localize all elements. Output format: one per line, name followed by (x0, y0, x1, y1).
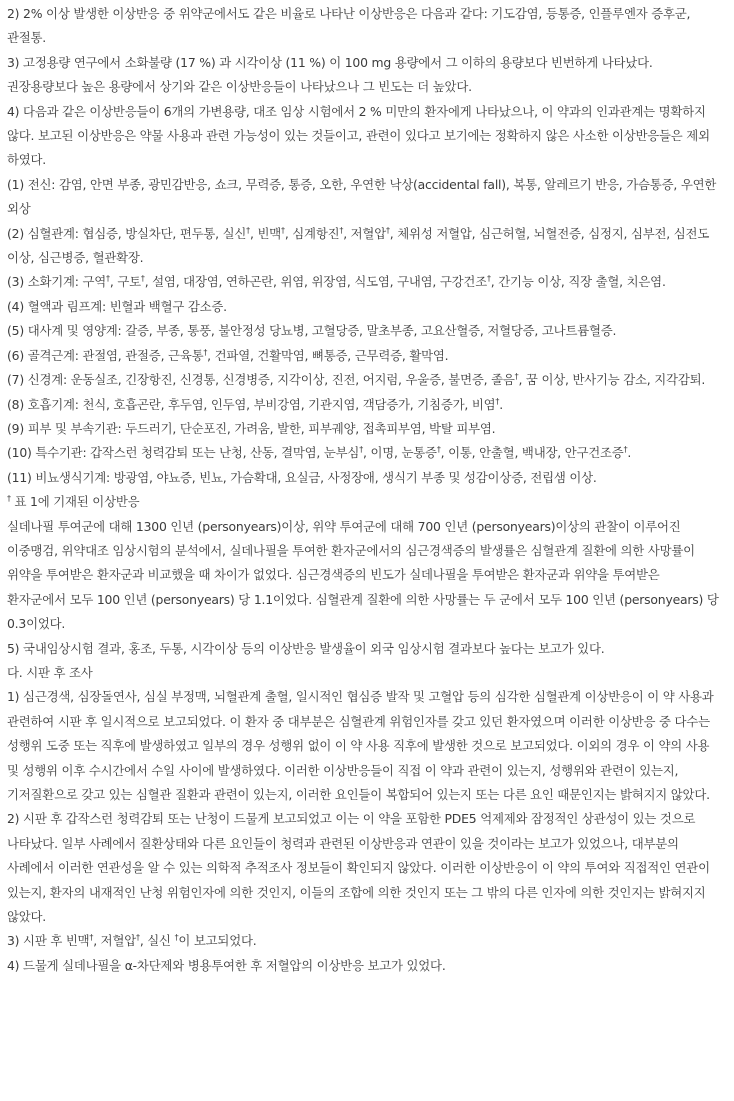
dagger-mark: † (136, 933, 140, 943)
text-segment: (10) 특수기관: 갑작스런 청력감퇴 또는 난청, 산동, 결막염, 눈부심 (7, 445, 360, 461)
text-segment: . (627, 445, 632, 461)
paragraph (7, 393, 720, 417)
paragraph: 2) 시판 후 갑작스런 청력감퇴 또는 난청이 드물게 보고되었고 이는 이 약을 포함한 PDE5 억제제와 잠정적인 상관성이 있는 것으로 나타났다. 일부 사례에서 질환상태와 다른 요인들이 청력과 관련된 이상반응과 연관이 있을 것이라는 보고가 있었으나, 대부분의 사례에서 이러한 연관성을 알 수 있는 의학적 추적조사 정보들이 확인되지 않았다. 이러한 이상반응이 이 약의 투여와 직접적인 연관이 있는지, 환자의 내재적인 난청 위험인자에 의한 것인지, 이들의 조합에 의한 것인지 또는 그 밖의 다른 인자에 의한 것인지는 밝혀지지 않았다. (7, 811, 710, 925)
paragraph: (1) 전신: 감염, 안면 부종, 광민감반응, 쇼크, 무력증, 통증, 오한, 우연한 낙상(accidental fall), 복통, 알레르기 반응, 가슴통증, 우연한 외상 (7, 176, 717, 217)
text-segment: , 실신 (139, 933, 175, 949)
paragraph: 실데나필 투여군에 대해 1300 인년 (personyears)이상, 위약 투여군에 대해 700 인년 (personyears)이상의 관찰이 이루어진 이중맹검, 위약대조 임상시험의 분석에서, 실데나필을 투여한 환자군에서의 심근경색증의 발생률은 심혈관계 질환에 의한 사망률이 위약을 투여받은 환자군과 비교했을 때 차이가 없었다. 심근경색증의 빈도가 실데나필을 투여받은 환자군과 위약을 투여받은 환자군에서 모두 100 인년 (personyears) 당 1.1이었다. 심혈관계 질환에 의한 사망률는 두 군에서 모두 100 인년 (personyears) 당 0.3이었다. (7, 518, 719, 632)
paragraph: (5) 대사계 및 영양계: 갈증, 부종, 통풍, 불안정성 당뇨병, 고혈당증, 말초부종, 고요산혈증, 저혈당증, 고나트륨혈증. (7, 323, 617, 339)
text-segment: (6) 골격근계: 관절염, 관절증, 근육통 (7, 347, 204, 363)
dagger-mark: † (495, 396, 500, 406)
dagger-mark: † (174, 933, 179, 943)
text-segment: . (499, 396, 503, 412)
dagger-mark: † (385, 225, 390, 235)
dagger-mark: † (486, 274, 491, 284)
text-segment: , 저혈압 (93, 933, 136, 949)
paragraph (7, 222, 720, 271)
text-segment: , 설염, 대장염, 연하곤란, 위염, 위장염, 식도염, 구내염, 구강건조 (144, 274, 487, 290)
text-segment: (3) 소화기계: 구역 (7, 274, 107, 290)
dagger-mark: † (514, 371, 519, 381)
text-segment: , 꿈 이상, 반사기능 감소, 지각감퇴. (518, 372, 706, 388)
paragraph (7, 490, 720, 514)
text-segment: 3) 시판 후 빈맥 (7, 933, 90, 949)
text-segment: , 간기능 이상, 직장 출혈, 치은염. (490, 274, 666, 290)
dagger-mark: † (140, 274, 145, 284)
dagger-mark: † (436, 445, 441, 455)
text-segment: (8) 호흡기계: 천식, 호흡곤란, 후두염, 인두염, 부비강염, 기관지염, 객담증가, 기침증가, 비염 (7, 396, 496, 412)
paragraph (7, 344, 720, 368)
text-segment: (7) 신경계: 운동실조, 긴장항진, 신경통, 신경병증, 지각이상, 진전, 어지럼, 우울증, 불면증, 졸음 (7, 372, 515, 388)
text-segment: , 이명, 눈통증 (363, 445, 437, 461)
dagger-mark: † (203, 347, 208, 357)
dagger-mark: † (623, 445, 628, 455)
paragraph: 3) 고정용량 연구에서 소화불량 (17 %) 과 시각이상 (11 %) 이 100 mg 용량에서 그 이하의 용량보다 빈번하게 나타났다. 권장용량보다 높은 용량에서 상기와 같은 이상반응들이 나타났으나 그 빈도는 더 높았다. (7, 54, 653, 95)
dagger-mark: † (281, 225, 285, 235)
text-segment: , 빈맥 (249, 225, 281, 241)
dagger-mark: † (359, 445, 364, 455)
text-segment: , 건파열, 건활막염, 뼈통증, 근무력증, 활막염. (207, 347, 449, 363)
dagger-mark: † (246, 225, 250, 235)
paragraph (7, 368, 720, 392)
text-segment: (2) 심혈관계: 협심증, 방실차단, 편두통, 실신 (7, 225, 247, 241)
paragraph: (11) 비뇨생식기계: 방광염, 야뇨증, 빈뇨, 가슴확대, 요실금, 사정장애, 생식기 부종 및 성감이상증, 전립샘 이상. (7, 469, 597, 485)
dagger-mark: † (89, 933, 94, 943)
text-segment: , 구토 (109, 274, 141, 290)
dagger-mark: † (339, 225, 344, 235)
text-segment: 표 1에 기재된 이상반응 (10, 494, 140, 510)
paragraph (7, 929, 720, 953)
text-segment: 이 보고되었다. (178, 933, 257, 949)
text-segment: , 심계항진 (284, 225, 340, 241)
paragraph: 4) 드물게 실데나필을 α-차단제와 병용투여한 후 저혈압의 이상반응 보고가 있었다. (7, 957, 446, 973)
paragraph: 1) 심근경색, 심장돌연사, 심실 부정맥, 뇌혈관계 출혈, 일시적인 협심증 발작 및 고혈압 등의 심각한 심혈관계 이상반응이 이 약 사용과 관련하여 시판 후 일시적으로 보고되었다. 이 환자 중 대부분은 심혈관계 위험인자를 갖고 있던 환자였으며 이러한 이상반응 중 다수는 성행위 도중 또는 직후에 발생하였고 일부의 경우 성행위 없이 이 약 사용 직후에 발생한 것으로 보고되었다. 이외의 경우 이 약의 사용 및 성행위 이후 수시간에서 수일 사이에 발생하였다. 이러한 이상반응들이 직접 이 약과 관련이 있는지, 성행위와 관련이 있는지, 기저질환으로 갖고 있는 심혈관 질환과 관련이 있는지, 이러한 요인들이 복합되어 있는지 또는 다른 요인 때문인지는 밝혀지지 않았다. (7, 689, 714, 802)
text-segment: , 체위성 저혈압, 심근허혈, 뇌혈전증, 심정지, 심부전, 심전도 이상, 심근병증, 혈관확장. (7, 225, 710, 266)
text-segment: , 저혈압 (343, 225, 386, 241)
dagger-mark: † (106, 274, 110, 284)
paragraph (7, 441, 720, 465)
paragraph: (9) 피부 및 부속기관: 두드러기, 단순포진, 가려움, 발한, 피부궤양, 접촉피부염, 박탈 피부염. (7, 420, 496, 436)
text-segment: , 이통, 안출혈, 백내장, 안구건조증 (440, 445, 624, 461)
paragraph: 다. 시판 후 조사 (7, 664, 93, 680)
paragraph (7, 270, 720, 294)
paragraph: 4) 다음과 같은 이상반응들이 6개의 가변용량, 대조 임상 시험에서 2 % 미만의 환자에게 나타났으나, 이 약과의 인과관계는 명확하지 않다. 보고된 이상반응은 약물 사용과 관련 가능성이 있는 것들이고, 관련이 있다고 보기에는 정확하지 않은 사소한 이상반응들은 제외 하였다. (7, 103, 710, 168)
paragraph: 5) 국내임상시험 결과, 홍조, 두통, 시각이상 등의 이상반응 발생율이 외국 임상시험 결과보다 높다는 보고가 있다. (7, 640, 605, 656)
paragraph: (4) 혈액과 림프계: 빈혈과 백혈구 감소증. (7, 298, 227, 314)
paragraph: 2) 2% 이상 발생한 이상반응 중 위약군에서도 같은 비율로 나타난 이상반응은 다음과 같다: 기도감염, 등통증, 인플루엔자 증후군, 관절통. (7, 6, 691, 46)
dagger-mark: † (7, 494, 11, 503)
